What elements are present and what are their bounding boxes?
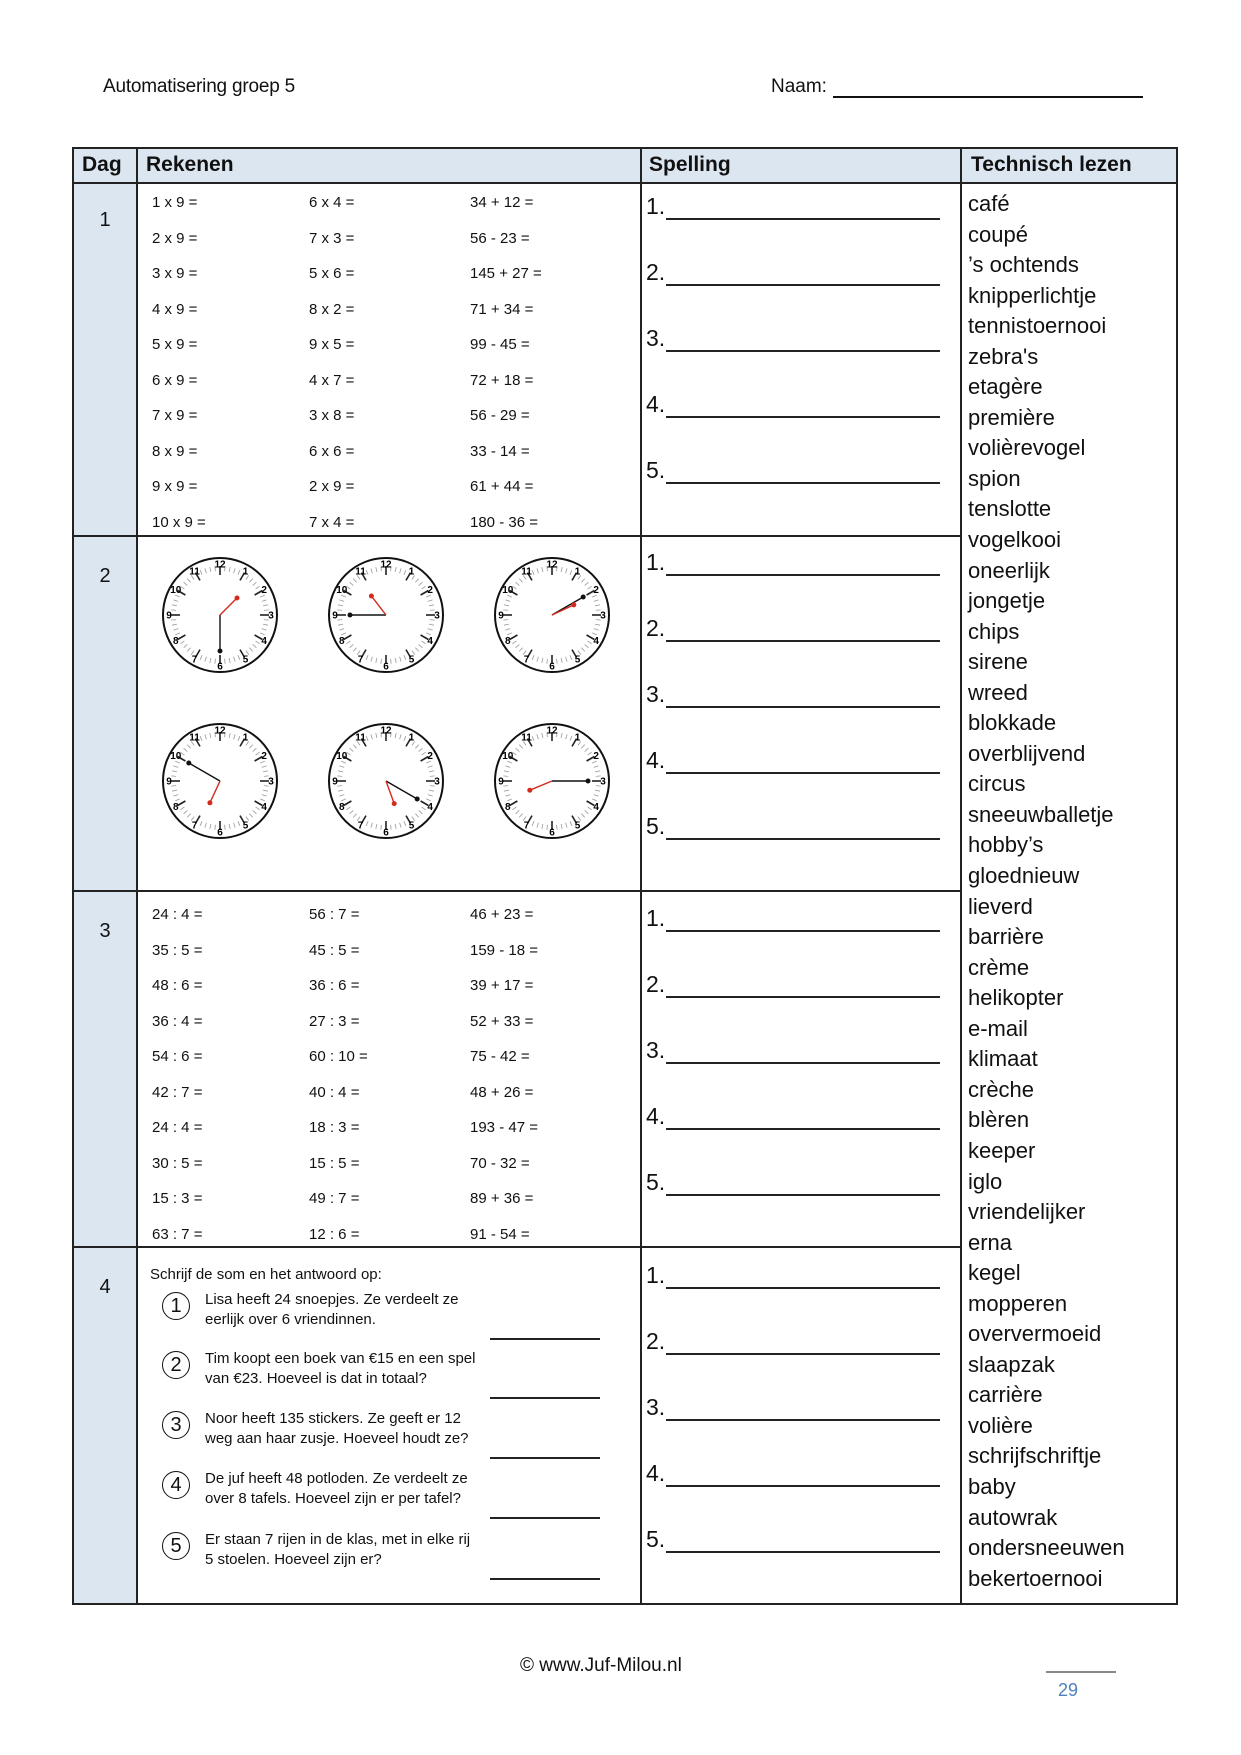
problem-text: De juf heeft 48 potloden. Ze verdeelt ze over 8 tafels. Hoeveel zijn er per tafel? bbox=[205, 1470, 468, 1507]
number-badge: 4 bbox=[162, 1471, 190, 1499]
sum-row: 42 : 7 = 40 : 4 = 48 + 26 = bbox=[152, 1083, 534, 1101]
svg-text:1: 1 bbox=[408, 732, 415, 744]
svg-text:4: 4 bbox=[261, 636, 267, 647]
reading-word: e-mail bbox=[968, 1015, 1028, 1041]
svg-text:4: 4 bbox=[427, 636, 433, 647]
divider bbox=[74, 890, 962, 892]
reading-word: coupé bbox=[968, 221, 1028, 247]
reading-word: oneerlijk bbox=[968, 557, 1050, 583]
svg-text:9: 9 bbox=[498, 610, 504, 622]
svg-text:8: 8 bbox=[173, 802, 179, 813]
spelling-answer-line[interactable] bbox=[646, 1037, 940, 1064]
svg-text:6: 6 bbox=[217, 827, 223, 839]
number-badge: 2 bbox=[162, 1351, 190, 1379]
reading-word: crème bbox=[968, 954, 1030, 980]
spelling-number: 2. bbox=[646, 971, 666, 997]
svg-text:8: 8 bbox=[505, 802, 511, 813]
answer-underline[interactable] bbox=[666, 1531, 940, 1553]
reading-word: vriendelijker bbox=[968, 1199, 1086, 1225]
answer-underline[interactable] bbox=[666, 396, 940, 418]
spelling-number: 1. bbox=[646, 193, 666, 219]
spelling-answer-line[interactable] bbox=[646, 391, 940, 418]
spelling-number: 3. bbox=[646, 325, 666, 351]
svg-text:6: 6 bbox=[383, 827, 389, 839]
reading-word: gloednieuw bbox=[968, 863, 1080, 889]
answer-underline[interactable] bbox=[666, 1042, 940, 1064]
spelling-answer-line[interactable] bbox=[646, 259, 940, 286]
spelling-answer-line[interactable] bbox=[646, 615, 940, 642]
svg-text:10: 10 bbox=[502, 751, 514, 762]
copyright-footer: © www.Juf-Milou.nl bbox=[520, 1655, 682, 1676]
answer-line[interactable] bbox=[490, 1338, 600, 1340]
sum-row: 30 : 5 = 15 : 5 = 70 - 32 = bbox=[152, 1154, 530, 1172]
answer-underline[interactable] bbox=[666, 1108, 940, 1130]
divider bbox=[960, 149, 962, 1603]
reading-word: tenslotte bbox=[968, 496, 1052, 522]
reading-word: helikopter bbox=[968, 985, 1064, 1011]
clock-face-icon bbox=[160, 721, 280, 841]
svg-text:10: 10 bbox=[336, 751, 348, 762]
svg-text:12: 12 bbox=[214, 725, 226, 737]
reading-word: keeper bbox=[968, 1137, 1036, 1163]
svg-text:9: 9 bbox=[498, 776, 504, 788]
sum-row: 35 : 5 = 45 : 5 = 159 - 18 = bbox=[152, 941, 538, 959]
svg-text:2: 2 bbox=[427, 585, 433, 596]
clock-face-icon bbox=[160, 555, 280, 675]
reading-word: blèren bbox=[968, 1107, 1030, 1133]
reading-word: erna bbox=[968, 1229, 1013, 1255]
clock-face-icon bbox=[492, 555, 612, 675]
reading-word: spion bbox=[968, 465, 1021, 491]
reading-word: jongetje bbox=[968, 588, 1046, 614]
problem-text: Lisa heeft 24 snoepjes. Ze verdeelt ze eerlijk over 6 vriendinnen. bbox=[205, 1291, 459, 1328]
sum-row: 2 x 9 = 7 x 3 = 56 - 23 = bbox=[152, 229, 530, 247]
reading-word: sneeuwballetje bbox=[968, 801, 1114, 827]
divider bbox=[640, 149, 642, 1603]
svg-text:1: 1 bbox=[574, 732, 581, 744]
col-header-rekenen: Rekenen bbox=[146, 153, 234, 176]
svg-text:5: 5 bbox=[242, 820, 249, 832]
svg-text:3: 3 bbox=[268, 776, 274, 788]
spelling-number: 4. bbox=[646, 391, 666, 417]
spelling-answer-line[interactable] bbox=[646, 325, 940, 352]
col-header-dag: Dag bbox=[82, 153, 122, 176]
day-number: 1 bbox=[99, 209, 111, 231]
svg-text:12: 12 bbox=[546, 559, 558, 571]
svg-text:8: 8 bbox=[339, 802, 345, 813]
spelling-number: 5. bbox=[646, 1169, 666, 1195]
reading-word: lieverd bbox=[968, 893, 1033, 919]
name-label: Naam: bbox=[771, 76, 827, 97]
reading-word: slaapzak bbox=[968, 1351, 1055, 1377]
answer-underline[interactable] bbox=[666, 1174, 940, 1196]
day-number: 4 bbox=[99, 1276, 111, 1298]
svg-text:6: 6 bbox=[383, 661, 389, 673]
svg-text:8: 8 bbox=[505, 636, 511, 647]
answer-underline[interactable] bbox=[666, 1465, 940, 1487]
svg-text:1: 1 bbox=[408, 566, 415, 578]
reading-word: ’s ochtends bbox=[968, 252, 1079, 278]
answer-line[interactable] bbox=[490, 1457, 600, 1459]
number-badge: 3 bbox=[162, 1411, 190, 1439]
spelling-number: 2. bbox=[646, 1328, 666, 1354]
spelling-number: 1. bbox=[646, 549, 666, 575]
answer-underline[interactable] bbox=[666, 620, 940, 642]
spelling-number: 3. bbox=[646, 681, 666, 707]
reading-word: café bbox=[968, 191, 1010, 216]
reading-word: ondersneeuwen bbox=[968, 1535, 1125, 1561]
svg-text:11: 11 bbox=[189, 566, 200, 578]
reading-word: overblijvend bbox=[968, 740, 1086, 766]
svg-text:2: 2 bbox=[593, 585, 599, 596]
spelling-number: 4. bbox=[646, 747, 666, 773]
answer-underline[interactable] bbox=[666, 554, 940, 576]
sum-row: 15 : 3 = 49 : 7 = 89 + 36 = bbox=[152, 1190, 534, 1207]
divider bbox=[74, 535, 962, 537]
word-problems-intro: Schrijf de som en het antwoord op: bbox=[150, 1266, 382, 1283]
number-badge: 5 bbox=[162, 1532, 190, 1560]
reading-word: autowrak bbox=[968, 1504, 1058, 1530]
col-header-spelling: Spelling bbox=[649, 153, 731, 176]
sum-row: 1 x 9 = 6 x 4 = 34 + 12 = bbox=[152, 194, 534, 211]
svg-text:9: 9 bbox=[332, 776, 338, 788]
name-field[interactable] bbox=[771, 76, 1143, 98]
svg-text:6: 6 bbox=[217, 661, 223, 673]
svg-text:5: 5 bbox=[242, 654, 249, 666]
svg-text:9: 9 bbox=[166, 610, 172, 622]
svg-text:10: 10 bbox=[336, 585, 348, 596]
sum-row: 8 x 9 = 6 x 6 = 33 - 14 = bbox=[152, 442, 530, 460]
sum-row: 10 x 9 = 7 x 4 = 180 - 36 = bbox=[152, 513, 538, 531]
svg-text:4: 4 bbox=[593, 802, 599, 813]
svg-text:11: 11 bbox=[355, 732, 366, 744]
svg-text:1: 1 bbox=[242, 566, 249, 578]
day-number: 3 bbox=[99, 920, 111, 942]
reading-word: tennistoernooi bbox=[968, 313, 1107, 339]
divider bbox=[136, 149, 138, 1603]
sum-row: 3 x 9 = 5 x 6 = 145 + 27 = bbox=[152, 265, 542, 282]
svg-text:10: 10 bbox=[502, 585, 514, 596]
answer-underline[interactable] bbox=[666, 264, 940, 286]
reading-word: première bbox=[968, 404, 1055, 430]
clock-face-icon bbox=[326, 555, 446, 675]
clock-face-icon bbox=[492, 721, 612, 841]
svg-text:5: 5 bbox=[574, 820, 581, 832]
answer-underline[interactable] bbox=[666, 1399, 940, 1421]
svg-text:7: 7 bbox=[523, 654, 530, 666]
svg-text:7: 7 bbox=[191, 654, 198, 666]
answer-underline[interactable] bbox=[666, 1267, 940, 1289]
svg-text:7: 7 bbox=[191, 820, 198, 832]
reading-word: klimaat bbox=[968, 1046, 1038, 1072]
sum-row: 36 : 4 = 27 : 3 = 52 + 33 = bbox=[152, 1012, 534, 1030]
svg-text:9: 9 bbox=[166, 776, 172, 788]
answer-underline[interactable] bbox=[666, 198, 940, 220]
spelling-number: 3. bbox=[646, 1037, 666, 1063]
number-badge: 1 bbox=[162, 1292, 190, 1320]
reading-word: knipperlichtje bbox=[968, 282, 1097, 308]
answer-underline[interactable] bbox=[666, 976, 940, 998]
clock-face-icon bbox=[326, 721, 446, 841]
sum-row: 54 : 6 = 60 : 10 = 75 - 42 = bbox=[152, 1048, 530, 1065]
sum-row: 48 : 6 = 36 : 6 = 39 + 17 = bbox=[152, 977, 534, 994]
reading-word: blokkade bbox=[968, 710, 1057, 736]
reading-word: etagère bbox=[968, 374, 1043, 400]
svg-text:3: 3 bbox=[600, 610, 606, 622]
spelling-answer-line[interactable] bbox=[646, 813, 940, 840]
spelling-answer-line[interactable] bbox=[646, 457, 940, 484]
svg-text:4: 4 bbox=[427, 802, 433, 813]
reading-word: chips bbox=[968, 618, 1020, 644]
reading-word: mopperen bbox=[968, 1290, 1068, 1316]
svg-text:10: 10 bbox=[170, 585, 182, 596]
name-input-line[interactable] bbox=[833, 78, 1143, 98]
svg-text:7: 7 bbox=[523, 820, 530, 832]
svg-text:3: 3 bbox=[600, 776, 606, 788]
svg-text:12: 12 bbox=[380, 725, 392, 737]
reading-word: oververmoeid bbox=[968, 1321, 1102, 1347]
spelling-answer-line[interactable] bbox=[646, 1262, 940, 1289]
sum-row: 5 x 9 = 9 x 5 = 99 - 45 = bbox=[152, 336, 530, 353]
sum-row: 4 x 9 = 8 x 2 = 71 + 34 = bbox=[152, 300, 534, 318]
day-number: 2 bbox=[99, 565, 111, 587]
svg-text:12: 12 bbox=[380, 559, 392, 571]
reading-word: kegel bbox=[968, 1260, 1021, 1286]
svg-text:2: 2 bbox=[593, 751, 599, 762]
svg-text:3: 3 bbox=[268, 610, 274, 622]
spelling-answer-line[interactable] bbox=[646, 1103, 940, 1130]
svg-text:5: 5 bbox=[408, 820, 415, 832]
reading-word: wreed bbox=[968, 679, 1028, 705]
svg-text:4: 4 bbox=[261, 802, 267, 813]
reading-word: zebra's bbox=[968, 343, 1039, 369]
reading-word: circus bbox=[968, 771, 1026, 797]
spelling-number: 5. bbox=[646, 457, 666, 483]
technisch-lezen-list bbox=[968, 189, 1241, 1594]
svg-text:11: 11 bbox=[521, 732, 532, 744]
page-number: 29 bbox=[1058, 1680, 1079, 1700]
problem-text: Tim koopt een boek van €15 en een spel van €23. Hoeveel is dat in totaal? bbox=[205, 1350, 476, 1387]
spelling-answer-line[interactable] bbox=[646, 1169, 940, 1196]
svg-text:7: 7 bbox=[357, 820, 364, 832]
svg-text:2: 2 bbox=[427, 751, 433, 762]
svg-text:12: 12 bbox=[214, 559, 226, 571]
spelling-answer-line[interactable] bbox=[646, 1328, 940, 1355]
spelling-number: 1. bbox=[646, 1262, 666, 1288]
day-column-fill bbox=[74, 149, 136, 1603]
svg-text:2: 2 bbox=[261, 751, 267, 762]
sum-row: 63 : 7 = 12 : 6 = 91 - 54 = bbox=[152, 1225, 530, 1243]
svg-text:1: 1 bbox=[574, 566, 581, 578]
svg-text:5: 5 bbox=[574, 654, 581, 666]
svg-text:2: 2 bbox=[261, 585, 267, 596]
sum-row: 24 : 4 = 56 : 7 = 46 + 23 = bbox=[152, 906, 534, 923]
spelling-number: 2. bbox=[646, 259, 666, 285]
spelling-answer-line[interactable] bbox=[646, 193, 940, 220]
spelling-number: 4. bbox=[646, 1460, 666, 1486]
reading-word: iglo bbox=[968, 1168, 1003, 1194]
problem-text: Noor heeft 135 stickers. Ze geeft er 12 weg aan haar zusje. Hoeveel houdt ze? bbox=[205, 1410, 469, 1447]
table-header-row bbox=[74, 149, 1176, 184]
reading-word: carrière bbox=[968, 1382, 1043, 1408]
sum-row: 24 : 4 = 18 : 3 = 193 - 47 = bbox=[152, 1119, 538, 1136]
svg-text:3: 3 bbox=[434, 610, 440, 622]
svg-text:7: 7 bbox=[357, 654, 364, 666]
spelling-answer-line[interactable] bbox=[646, 1460, 940, 1487]
spelling-number: 1. bbox=[646, 905, 666, 931]
sum-row: 7 x 9 = 3 x 8 = 56 - 29 = bbox=[152, 407, 530, 424]
svg-text:11: 11 bbox=[355, 566, 366, 578]
answer-underline[interactable] bbox=[666, 462, 940, 484]
svg-text:3: 3 bbox=[434, 776, 440, 788]
spelling-answer-line[interactable] bbox=[646, 681, 940, 708]
reading-word: bekertoernooi bbox=[968, 1565, 1103, 1591]
spelling-answer-line[interactable] bbox=[646, 1526, 940, 1553]
sum-row: 9 x 9 = 2 x 9 = 61 + 44 = bbox=[152, 478, 534, 495]
reading-word: volièrevogel bbox=[968, 435, 1086, 461]
reading-word: barrière bbox=[968, 924, 1044, 950]
svg-text:11: 11 bbox=[189, 732, 200, 744]
answer-line[interactable] bbox=[490, 1578, 600, 1580]
worksheet-title: Automatisering groep 5 bbox=[103, 76, 296, 97]
reading-word: sirene bbox=[968, 649, 1028, 675]
spelling-number: 2. bbox=[646, 615, 666, 641]
answer-underline[interactable] bbox=[666, 1333, 940, 1355]
divider bbox=[74, 1246, 962, 1248]
spelling-number: 3. bbox=[646, 1394, 666, 1420]
svg-text:9: 9 bbox=[332, 610, 338, 622]
divider bbox=[74, 182, 1176, 184]
svg-text:1: 1 bbox=[242, 732, 249, 744]
reading-word: hobby’s bbox=[968, 832, 1044, 858]
svg-text:10: 10 bbox=[170, 751, 182, 762]
svg-text:8: 8 bbox=[339, 636, 345, 647]
svg-text:6: 6 bbox=[549, 827, 555, 839]
reading-word: volière bbox=[968, 1412, 1033, 1438]
sum-row: 6 x 9 = 4 x 7 = 72 + 18 = bbox=[152, 371, 534, 389]
worksheet-table bbox=[72, 147, 1178, 1605]
answer-underline[interactable] bbox=[666, 330, 940, 352]
spelling-number: 5. bbox=[646, 813, 666, 839]
svg-text:4: 4 bbox=[593, 636, 599, 647]
answer-underline[interactable] bbox=[666, 752, 940, 774]
svg-text:6: 6 bbox=[549, 661, 555, 673]
page-number-rule bbox=[1046, 1671, 1116, 1673]
svg-text:11: 11 bbox=[521, 566, 532, 578]
spelling-number: 5. bbox=[646, 1526, 666, 1552]
spelling-answer-line[interactable] bbox=[646, 905, 940, 932]
svg-text:12: 12 bbox=[546, 725, 558, 737]
answer-underline[interactable] bbox=[666, 910, 940, 932]
col-header-technisch-lezen: Technisch lezen bbox=[971, 153, 1132, 176]
answer-underline[interactable] bbox=[666, 686, 940, 708]
spelling-answer-line[interactable] bbox=[646, 1394, 940, 1421]
answer-line[interactable] bbox=[490, 1397, 600, 1399]
reading-word: baby bbox=[968, 1473, 1016, 1499]
svg-text:8: 8 bbox=[173, 636, 179, 647]
spelling-answer-line[interactable] bbox=[646, 549, 940, 576]
spelling-answer-line[interactable] bbox=[646, 747, 940, 774]
problem-text: Er staan 7 rijen in de klas, met in elke rij 5 stoelen. Hoeveel zijn er? bbox=[205, 1531, 471, 1568]
answer-line[interactable] bbox=[490, 1517, 600, 1519]
spelling-answer-line[interactable] bbox=[646, 971, 940, 998]
spelling-number: 4. bbox=[646, 1103, 666, 1129]
reading-word: crèche bbox=[968, 1076, 1035, 1102]
reading-word: vogelkooi bbox=[968, 527, 1061, 553]
svg-text:5: 5 bbox=[408, 654, 415, 666]
answer-underline[interactable] bbox=[666, 818, 940, 840]
reading-word: schrijfschriftje bbox=[968, 1443, 1102, 1469]
